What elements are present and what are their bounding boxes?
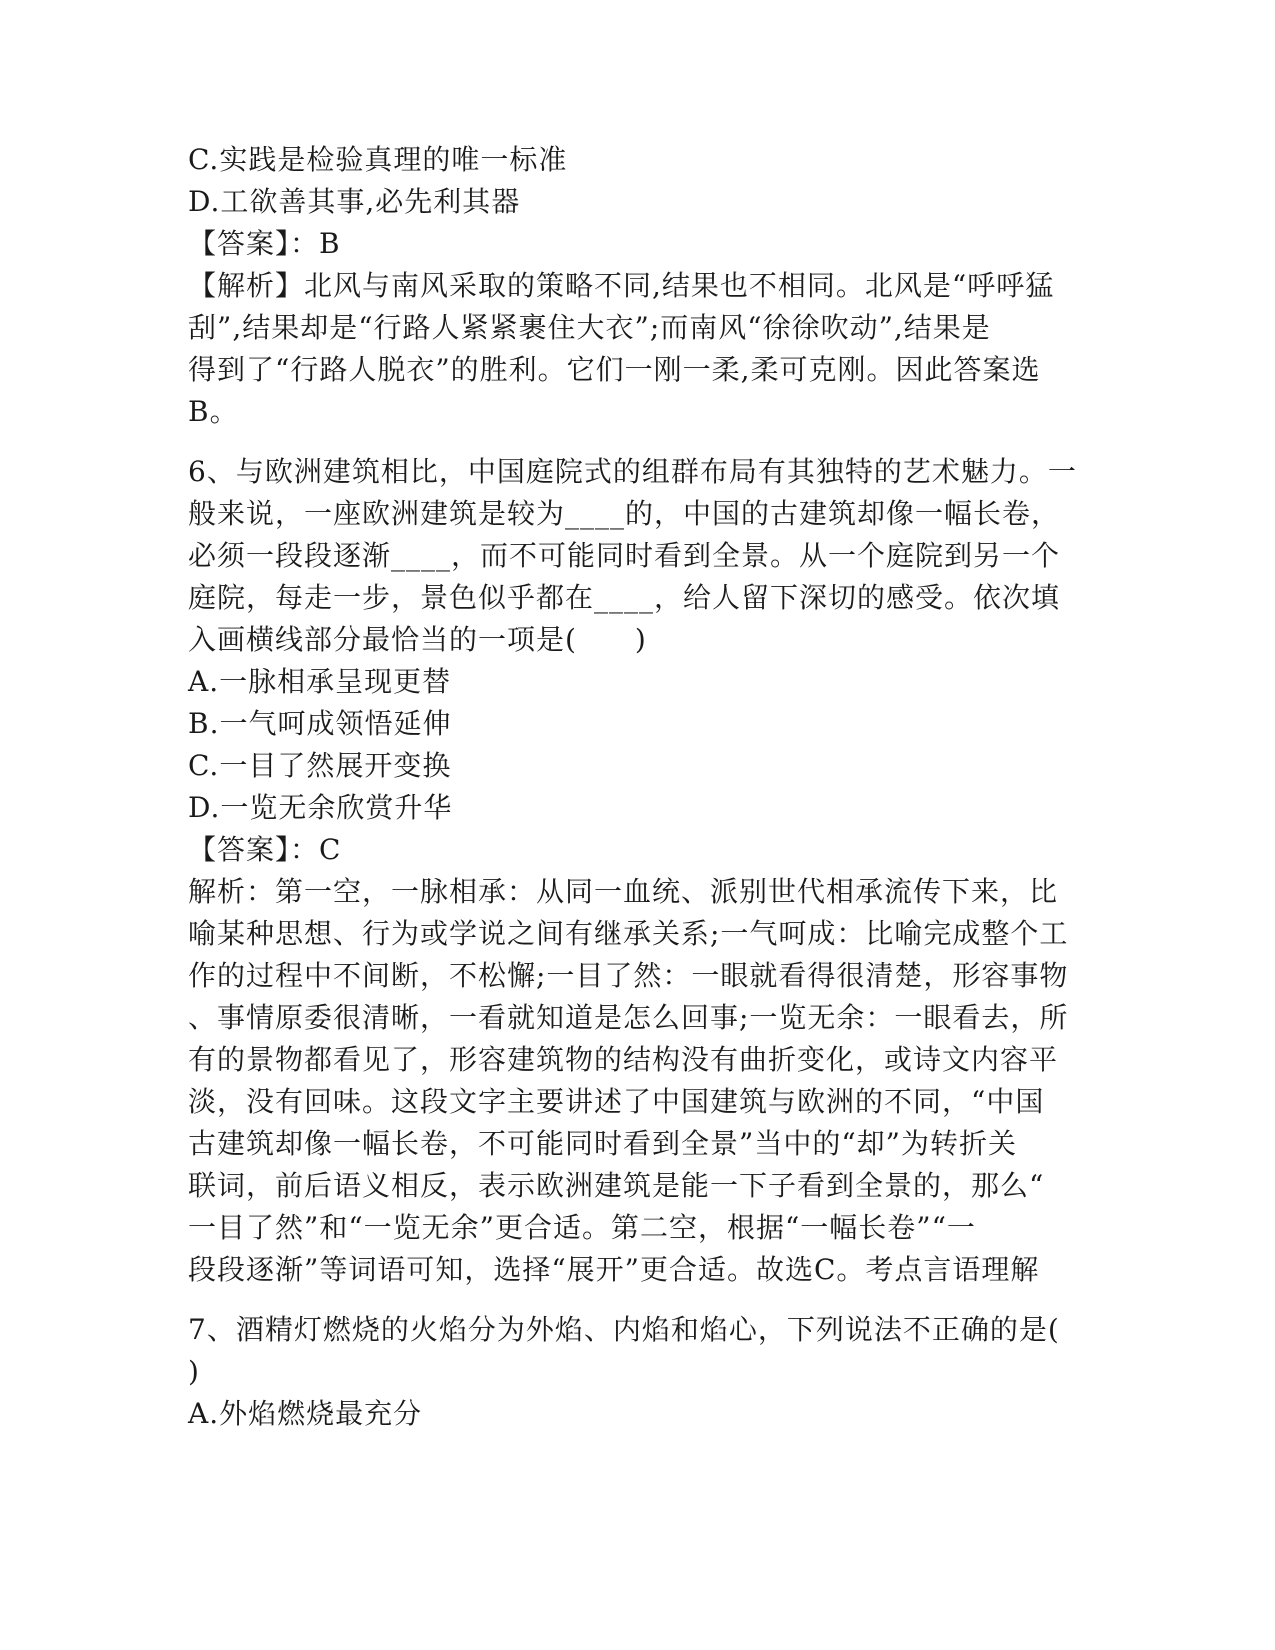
- q5-option-d: D.工欲善其事,必先利其器: [188, 185, 521, 218]
- q6-stem-line: 入画横线部分最恰当的一项是( ): [188, 623, 647, 656]
- q6-stem-line: 庭院，每走一步，景色似乎都在____，给人留下深切的感受。依次填: [188, 581, 1061, 614]
- q7-option-a: A.外焰燃烧最充分: [188, 1397, 423, 1430]
- q6-analysis-line: 淡，没有回味。这段文字主要讲述了中国建筑与欧洲的不同，“中国: [188, 1085, 1045, 1118]
- q7-stem-line: 7、酒精灯燃烧的火焰分为外焰、内焰和焰心，下列说法不正确的是(: [188, 1313, 1060, 1346]
- q6-stem-line: 般来说，一座欧洲建筑是较为____的，中国的古建筑却像一幅长卷，: [188, 497, 1061, 530]
- q6-option-b: B.一气呵成领悟延伸: [188, 707, 452, 740]
- q6-analysis-line: 古建筑却像一幅长卷，不可能同时看到全景”当中的“却”为转折关: [188, 1127, 1017, 1160]
- q6-analysis-line: 一目了然”和“一览无余”更合适。第二空，根据“一幅长卷”“一: [188, 1211, 976, 1244]
- q6-stem-line: 必须一段段逐渐____，而不可能同时看到全景。从一个庭院到另一个: [188, 539, 1061, 572]
- q6-analysis-line: 段段逐渐”等词语可知，选择“展开”更合适。故选C。考点言语理解: [188, 1253, 1040, 1286]
- q6-analysis-line: 作的过程中不间断，不松懈;一目了然：一眼就看得很清楚，形容事物: [188, 959, 1069, 992]
- q6-answer: 【答案】：C: [188, 833, 342, 866]
- q6-analysis-line: 喻某种思想、行为或学说之间有继承关系;一气呵成：比喻完成整个工: [188, 917, 1069, 950]
- q5-analysis-line: 刮”,结果却是“行路人紧紧裹住大衣”;而南风“徐徐吹动”,结果是: [188, 311, 991, 344]
- q7-stem-line: ): [188, 1355, 200, 1388]
- q6-analysis-line: 、事情原委很清晰，一看就知道是怎么回事;一览无余：一眼看去，所: [188, 1001, 1069, 1034]
- q5-answer: 【答案】：B: [188, 227, 341, 260]
- q6-stem-line: 6、与欧洲建筑相比，中国庭院式的组群布局有其独特的艺术魅力。一: [188, 455, 1077, 488]
- q5-analysis-line: 得到了“行路人脱衣”的胜利。它们一刚一柔,柔可克刚。因此答案选: [188, 353, 1041, 386]
- q5-analysis-line: B。: [188, 395, 239, 428]
- q6-analysis-line: 解析：第一空，一脉相承：从同一血统、派别世代相承流传下来，比: [188, 875, 1059, 908]
- q6-analysis-line: 联词，前后语义相反，表示欧洲建筑是能一下子看到全景的，那么“: [188, 1169, 1045, 1202]
- q6-option-c: C.一目了然展开变换: [188, 749, 452, 782]
- q6-option-a: A.一脉相承呈现更替: [188, 665, 452, 698]
- q5-analysis-line: 【解析】北风与南风采取的策略不同,结果也不相同。北风是“呼呼猛: [188, 269, 1055, 302]
- q5-option-c: C.实践是检验真理的唯一标准: [188, 143, 568, 176]
- q6-analysis-line: 有的景物都看见了，形容建筑物的结构没有曲折变化，或诗文内容平: [188, 1043, 1059, 1076]
- q6-option-d: D.一览无余欣赏升华: [188, 791, 453, 824]
